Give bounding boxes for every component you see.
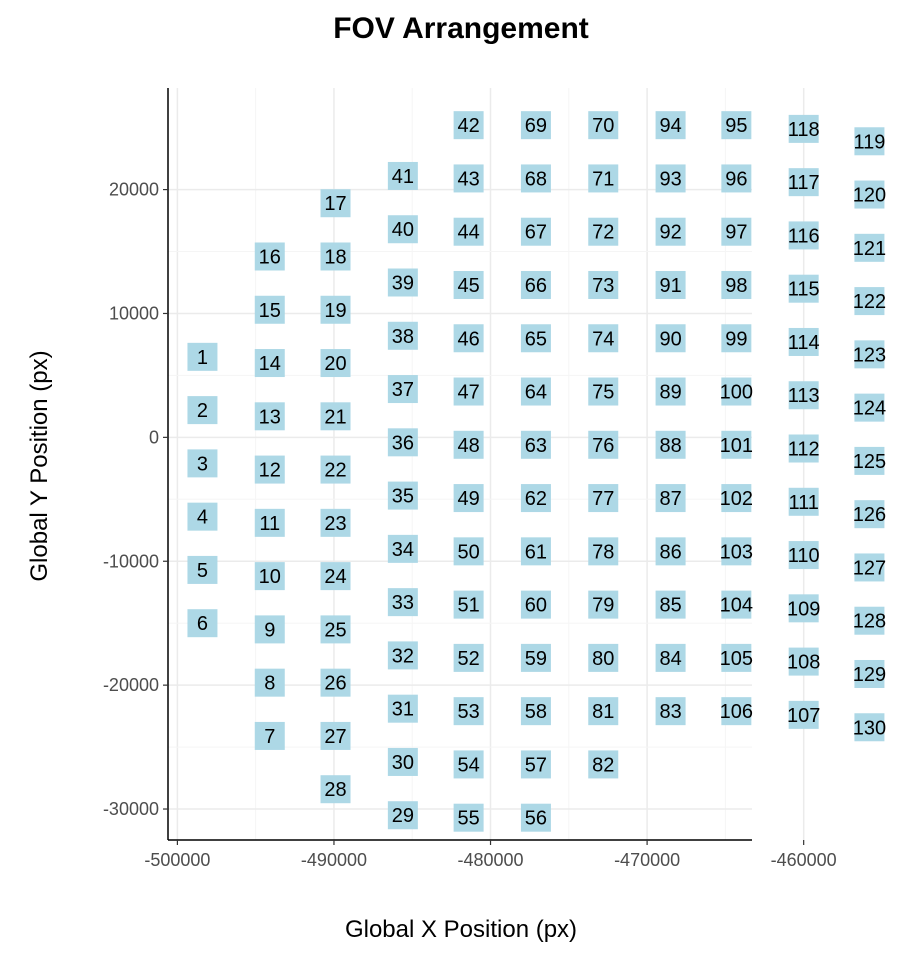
fov-label: 45 bbox=[457, 274, 480, 297]
fov-label: 81 bbox=[592, 701, 615, 724]
fov-label: 39 bbox=[391, 272, 414, 295]
fov-label: 70 bbox=[592, 115, 615, 138]
fov-label: 103 bbox=[719, 541, 754, 564]
fov-label: 52 bbox=[457, 647, 480, 670]
fov-label: 16 bbox=[258, 246, 281, 269]
fov-label: 85 bbox=[659, 594, 682, 617]
fov-label: 74 bbox=[592, 328, 615, 351]
fov-label: 37 bbox=[391, 379, 414, 402]
y-tick-label: 20000 bbox=[108, 179, 159, 200]
fov-label: 28 bbox=[324, 779, 347, 802]
fov-label: 84 bbox=[659, 647, 682, 670]
fov-label: 106 bbox=[719, 701, 754, 724]
fov-label: 26 bbox=[324, 672, 347, 695]
fov-label: 89 bbox=[659, 381, 682, 404]
fov-label: 3 bbox=[196, 453, 209, 476]
fov-label: 41 bbox=[391, 165, 414, 188]
fov-label: 122 bbox=[852, 291, 887, 314]
y-axis-label: Global Y Position (px) bbox=[26, 350, 53, 582]
fov-label: 128 bbox=[852, 610, 887, 633]
fov-label: 56 bbox=[524, 807, 548, 830]
fov-label: 4 bbox=[196, 506, 209, 529]
fov-label: 43 bbox=[457, 168, 480, 191]
fov-label: 61 bbox=[524, 541, 548, 564]
fov-label: 40 bbox=[391, 219, 414, 242]
fov-label: 2 bbox=[196, 400, 209, 423]
fov-label: 31 bbox=[391, 698, 414, 721]
fov-label: 30 bbox=[391, 751, 414, 774]
fov-label: 102 bbox=[719, 488, 754, 511]
fov-label: 51 bbox=[457, 594, 480, 617]
fov-label: 75 bbox=[592, 381, 615, 404]
fov-label: 97 bbox=[725, 221, 748, 244]
x-tick-label: -460000 bbox=[770, 850, 837, 870]
fov-label: 13 bbox=[258, 406, 281, 429]
fov-label: 50 bbox=[457, 541, 480, 564]
fov-label: 18 bbox=[324, 246, 347, 269]
fov-label: 5 bbox=[196, 559, 209, 582]
fov-label: 123 bbox=[852, 344, 887, 367]
fov-label: 27 bbox=[324, 725, 347, 748]
fov-label: 83 bbox=[659, 701, 682, 724]
fov-label: 101 bbox=[719, 434, 754, 457]
fov-label: 113 bbox=[787, 385, 820, 408]
fov-label: 79 bbox=[592, 594, 615, 617]
fov-label: 42 bbox=[457, 115, 480, 138]
fov-label: 15 bbox=[258, 299, 281, 322]
fov-label: 55 bbox=[457, 807, 480, 830]
fov-label: 38 bbox=[391, 325, 414, 348]
fov-label: 78 bbox=[592, 541, 615, 564]
fov-label: 92 bbox=[659, 221, 682, 244]
fov-label: 20 bbox=[324, 353, 347, 376]
fov-label: 1 bbox=[196, 346, 209, 369]
fov-label: 105 bbox=[719, 647, 754, 670]
fov-label: 71 bbox=[592, 168, 615, 191]
y-tick-label: 10000 bbox=[108, 303, 159, 324]
fov-label: 68 bbox=[524, 168, 548, 191]
fov-label: 10 bbox=[258, 566, 281, 589]
fov-label: 62 bbox=[524, 488, 548, 511]
fov-label: 114 bbox=[787, 331, 820, 354]
fov-label: 117 bbox=[787, 172, 820, 195]
fov-label: 90 bbox=[659, 328, 682, 351]
fov-label: 99 bbox=[725, 328, 748, 351]
fov-label: 110 bbox=[787, 545, 820, 568]
fov-label: 7 bbox=[264, 725, 276, 748]
fov-label: 107 bbox=[786, 704, 821, 727]
fov-label: 34 bbox=[391, 538, 414, 561]
fov-label: 72 bbox=[592, 221, 615, 244]
fov-label: 48 bbox=[457, 434, 480, 457]
fov-label: 76 bbox=[592, 434, 615, 457]
fov-label: 77 bbox=[592, 488, 615, 511]
fov-label: 36 bbox=[391, 432, 414, 455]
fov-label: 88 bbox=[659, 434, 682, 457]
y-tick-label: -30000 bbox=[102, 799, 159, 820]
fov-label: 49 bbox=[457, 488, 480, 511]
fov-label: 86 bbox=[659, 541, 682, 564]
fov-label: 73 bbox=[592, 274, 615, 297]
fov-label: 60 bbox=[524, 594, 548, 617]
fov-label: 82 bbox=[592, 754, 615, 777]
fov-label: 91 bbox=[659, 274, 682, 297]
fov-label: 98 bbox=[725, 274, 748, 297]
fov-label: 22 bbox=[324, 459, 347, 482]
fov-label: 17 bbox=[324, 193, 347, 216]
fov-label: 125 bbox=[852, 450, 887, 473]
chart-title: FOV Arrangement bbox=[333, 12, 589, 45]
fov-label: 100 bbox=[719, 381, 754, 404]
fov-label: 11 bbox=[259, 512, 281, 535]
fov-label: 119 bbox=[853, 131, 886, 154]
fov-label: 21 bbox=[324, 406, 347, 429]
fov-label: 127 bbox=[852, 557, 887, 580]
x-axis-label: Global X Position (px) bbox=[344, 916, 578, 943]
fov-label: 69 bbox=[524, 115, 548, 138]
fov-label: 94 bbox=[659, 115, 682, 138]
fov-label: 96 bbox=[725, 168, 748, 191]
fov-label: 33 bbox=[391, 592, 414, 615]
y-tick-label: -10000 bbox=[102, 551, 159, 572]
fov-label: 9 bbox=[264, 619, 276, 642]
fov-label: 87 bbox=[659, 488, 682, 511]
fov-label: 111 bbox=[788, 491, 819, 514]
fov-label: 8 bbox=[264, 672, 276, 695]
fov-label: 46 bbox=[457, 328, 480, 351]
fov-label: 64 bbox=[524, 381, 548, 404]
fov-label: 29 bbox=[391, 805, 414, 828]
fov-label: 109 bbox=[786, 598, 821, 621]
fov-label: 19 bbox=[324, 299, 347, 322]
fov-label: 57 bbox=[524, 754, 548, 777]
fov-label: 124 bbox=[852, 397, 887, 420]
fov-label: 120 bbox=[852, 184, 887, 207]
fov-label: 93 bbox=[659, 168, 682, 191]
fov-label: 80 bbox=[592, 647, 615, 670]
fov-label: 67 bbox=[524, 221, 548, 244]
x-tick-label: -480000 bbox=[457, 850, 524, 870]
x-tick-label: -490000 bbox=[300, 850, 367, 870]
fov-label: 116 bbox=[787, 225, 820, 248]
x-tick-label: -470000 bbox=[614, 850, 681, 870]
fov-label: 6 bbox=[196, 613, 209, 636]
fov-label: 23 bbox=[324, 512, 347, 535]
fov-label: 104 bbox=[719, 594, 754, 617]
fov-label: 118 bbox=[787, 118, 820, 141]
fov-label: 112 bbox=[787, 438, 820, 461]
fov-label: 130 bbox=[852, 717, 887, 740]
fov-label: 25 bbox=[324, 619, 347, 642]
fov-label: 14 bbox=[258, 353, 281, 376]
fov-label: 24 bbox=[324, 566, 347, 589]
fov-label: 35 bbox=[391, 485, 414, 508]
fov-label: 115 bbox=[787, 278, 820, 301]
fov-label: 58 bbox=[524, 701, 548, 724]
fov-label: 65 bbox=[524, 328, 548, 351]
fov-label: 53 bbox=[457, 701, 480, 724]
fov-label: 66 bbox=[524, 274, 548, 297]
y-tick-label: -20000 bbox=[102, 675, 159, 696]
fov-label: 32 bbox=[391, 645, 414, 668]
fov-label: 121 bbox=[852, 237, 887, 260]
fov-label: 59 bbox=[524, 647, 548, 670]
fov-label: 108 bbox=[786, 651, 821, 674]
y-tick-label: 0 bbox=[148, 427, 159, 448]
fov-label: 126 bbox=[852, 504, 887, 527]
fov-label: 12 bbox=[258, 459, 281, 482]
x-tick-label: -500000 bbox=[144, 850, 211, 870]
fov-label: 44 bbox=[457, 221, 480, 244]
fov-label: 95 bbox=[725, 115, 748, 138]
fov-label: 63 bbox=[524, 434, 548, 457]
fov-label: 47 bbox=[457, 381, 480, 404]
fov-label: 54 bbox=[457, 754, 480, 777]
fov-label: 129 bbox=[852, 663, 887, 686]
